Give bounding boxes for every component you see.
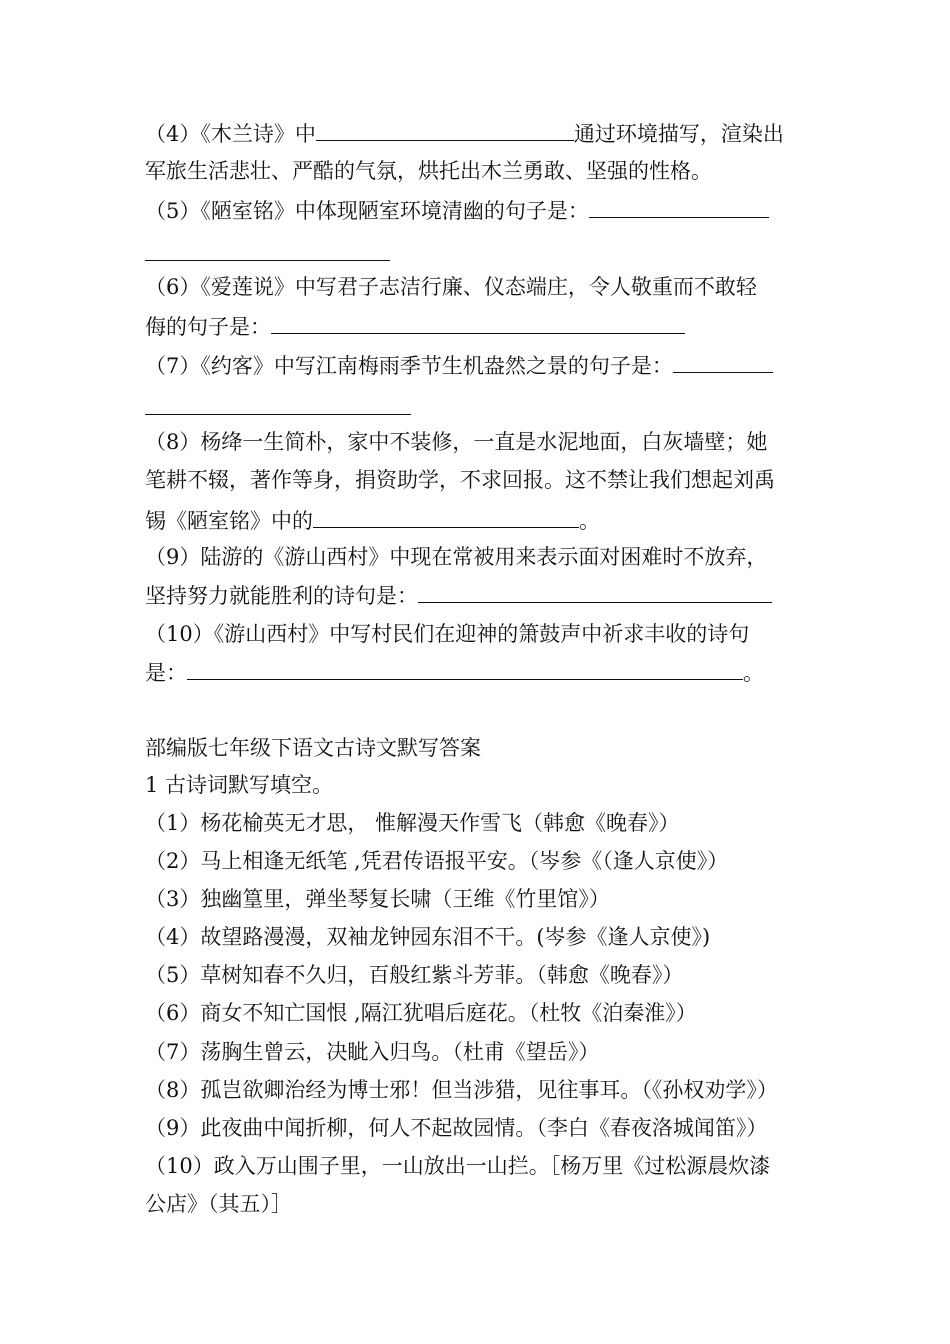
answer-item: （4）故望路漫漫，双袖龙钟园东泪不干。(岑参《逢人京使》) xyxy=(145,925,711,949)
answer-blank-continued[interactable] xyxy=(145,260,390,261)
question-10-continuation xyxy=(145,657,764,687)
question-5 xyxy=(145,195,769,225)
answer-blank[interactable] xyxy=(187,657,743,680)
answer-item: （8）孤岂欲卿治经为博士邪！但当涉猎，见往事耳。（《孙权劝学》） xyxy=(145,1078,778,1102)
question-7 xyxy=(145,350,773,380)
question-4-continuation: 军旅生活悲壮、严酷的气氛，烘托出木兰勇敢、坚强的性格。 xyxy=(145,159,712,183)
answer-blank[interactable] xyxy=(313,505,579,528)
answer-item: （9）此夜曲中闻折柳，何人不起故园情。（李白《春夜洛城闻笛》） xyxy=(145,1116,768,1140)
question-4-suffix: 通过环境描写，渲染出 xyxy=(573,122,784,146)
question-4 xyxy=(145,118,784,148)
question-9: （9）陆游的《游山西村》中现在常被用来表示面对困难时不放弃， xyxy=(145,545,768,569)
question-4-prefix: （4）《木兰诗》中 xyxy=(145,122,316,146)
question-9-continuation xyxy=(145,580,772,610)
answer-blank[interactable] xyxy=(271,311,685,334)
question-9-prefix: 坚持努力就能胜利的诗句是： xyxy=(145,584,418,608)
answer-item: （1）杨花榆英无才思， 惟解漫天作雪飞（韩愈《晚春》） xyxy=(145,811,680,835)
answer-blank-continued[interactable] xyxy=(145,414,411,415)
question-6-continuation xyxy=(145,311,685,341)
answers-subtitle: 1 古诗词默写填空。 xyxy=(145,773,334,797)
question-7-prefix: （7）《约客》中写江南梅雨季节生机盎然之景的句子是： xyxy=(145,354,673,378)
answer-item: （5）草树知春不久归，百般红紫斗芳菲。（韩愈《晚春》） xyxy=(145,963,684,987)
question-8-prefix: 锡《陋室铭》中的 xyxy=(145,509,313,533)
question-10-suffix: 。 xyxy=(743,661,764,685)
question-8-line-2: 笔耕不辍，著作等身，捐资助学，不求回报。这不禁让我们想起刘禹 xyxy=(145,468,775,492)
answer-item: （7）荡胸生曾云，决眦入归鸟。（杜甫《望岳》） xyxy=(145,1040,600,1064)
question-6-prefix: 侮的句子是： xyxy=(145,315,271,339)
question-8-line-3 xyxy=(145,505,600,535)
answer-item-continuation: 公店》（其五）］ xyxy=(145,1192,292,1216)
question-8: （8）杨绛一生简朴，家中不装修，一直是水泥地面，白灰墙壁；她 xyxy=(145,430,768,454)
answer-blank[interactable] xyxy=(589,195,769,218)
answer-blank[interactable] xyxy=(418,580,772,603)
answer-item: （10）政入万山围子里，一山放出一山拦。［杨万里《过松源晨炊漆 xyxy=(145,1154,771,1178)
answer-item: （6）商女不知亡国恨 ,隔江犹唱后庭花。（杜牧《泊秦淮》） xyxy=(145,1001,697,1025)
answers-title: 部编版七年级下语文古诗文默写答案 xyxy=(145,736,481,760)
answer-item: （3）独幽篁里，弹坐琴复长啸（王维《竹里馆》） xyxy=(145,887,610,911)
answer-item: （2）马上相逢无纸笔 ,凭君传语报平安。（岑参《（逢人京使》） xyxy=(145,849,729,873)
answer-blank[interactable] xyxy=(316,118,574,141)
question-10-prefix: 是： xyxy=(145,661,187,685)
question-10: （10）《游山西村》中写村民们在迎神的箫鼓声中祈求丰收的诗句 xyxy=(145,622,750,646)
question-8-suffix: 。 xyxy=(579,509,600,533)
answer-blank[interactable] xyxy=(673,350,773,373)
question-5-prefix: （5）《陋室铭》中体现陋室环境清幽的句子是： xyxy=(145,199,589,223)
question-6: （6）《爱莲说》中写君子志洁行廉、仪态端庄，令人敬重而不敢轻 xyxy=(145,275,757,299)
